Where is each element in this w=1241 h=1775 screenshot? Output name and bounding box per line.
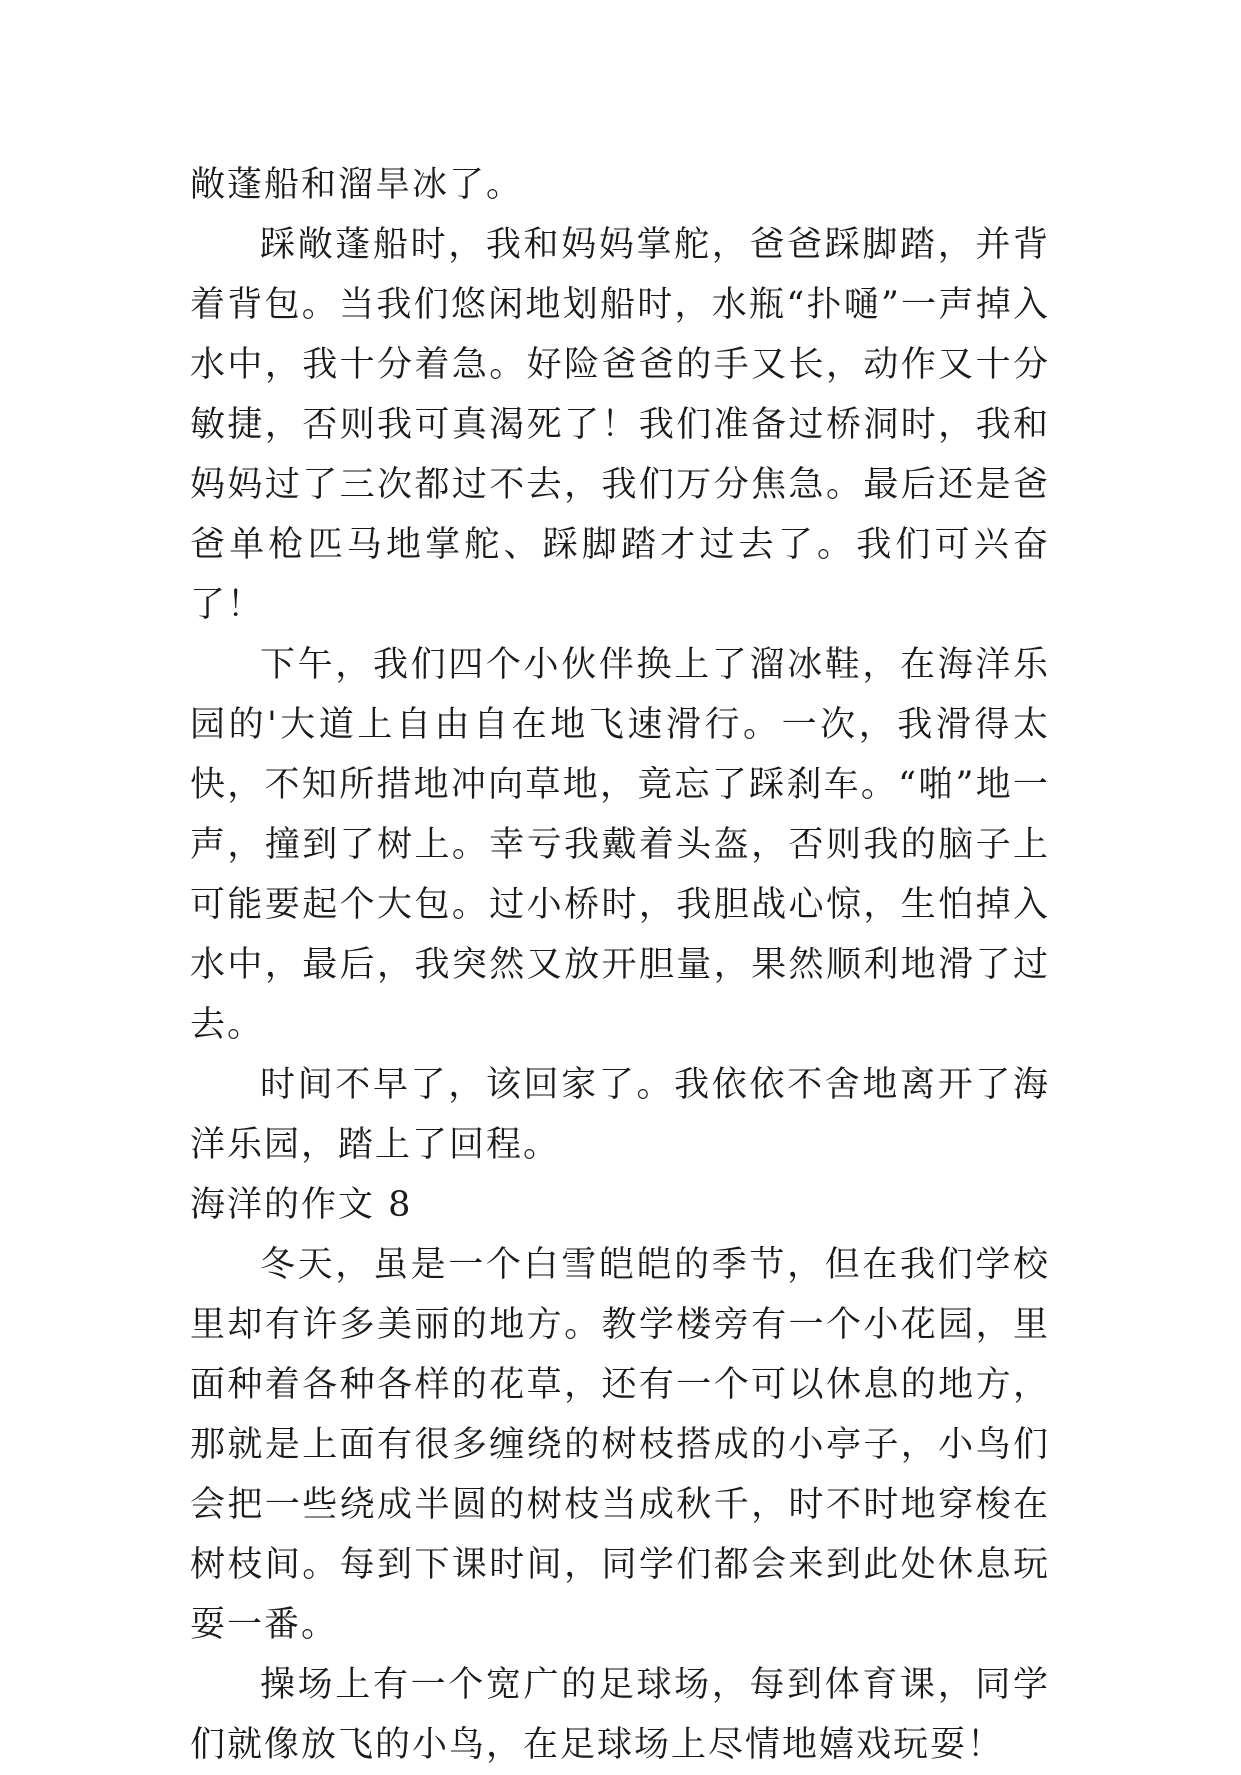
paragraph-5: 冬天，虽是一个白雪皑皑的季节，但在我们学校里却有许多美丽的地方。教学楼旁有一个小花园，里面种着各种各样的花草，还有一个可以休息的地方，那就是上面有很多缠绕的树枝搭成的小亭子，小鸟们会把一些绕成半圆的树枝当成秋千，时不时地穿梭在树枝间。每到下课时间，同学们都会来到此处休息玩耍一番。	[190, 1245, 1050, 1645]
document-body	[190, 155, 1050, 1775]
paragraph-6: 操场上有一个宽广的足球场，每到体育课，同学们就像放飞的小鸟，在足球场上尽情地嬉戏玩耍！	[190, 1665, 1050, 1765]
paragraph-2: 踩敞蓬船时，我和妈妈掌舵，爸爸踩脚踏，并背着背包。当我们悠闲地划船时，水瓶“扑嗵”一声掉入水中，我十分着急。好险爸爸的手又长，动作又十分敏捷，否则我可真渴死了！我们准备过桥洞时，我和妈妈过了三次都过不去，我们万分焦急。最后还是爸爸单枪匹马地掌舵、踩脚踏才过去了。我们可兴奋了！	[190, 225, 1050, 625]
paragraph-4: 时间不早了，该回家了。我依依不舍地离开了海洋乐园，踏上了回程。	[190, 1065, 1050, 1165]
paragraph-1: 敞蓬船和溜旱冰了。	[190, 165, 524, 205]
section-heading: 海洋的作文 8	[190, 1185, 413, 1225]
paragraph-3: 下午，我们四个小伙伴换上了溜冰鞋，在海洋乐园的'大道上自由自在地飞速滑行。一次，我滑得太快，不知所措地冲向草地，竟忘了踩刹车。“啪”地一声，撞到了树上。幸亏我戴着头盔，否则我的脑子上可能要起个大包。过小桥时，我胆战心惊，生怕掉入水中，最后，我突然又放开胆量，果然顺利地滑了过去。	[190, 645, 1050, 1045]
